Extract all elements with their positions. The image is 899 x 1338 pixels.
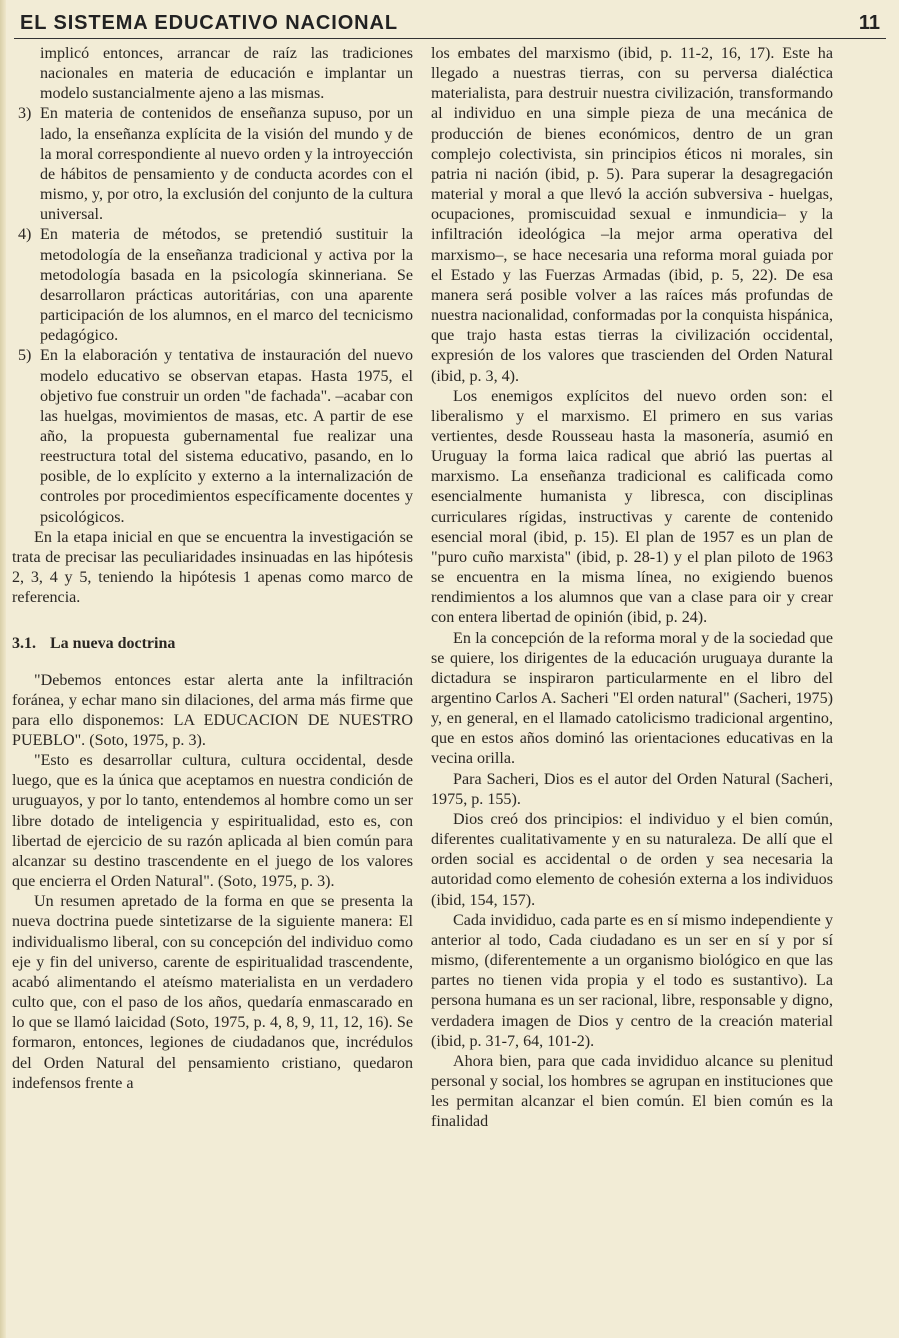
- paragraph-marxismo: los embates del marxismo (ibid, p. 11-2, 16, 17). Este ha llegado a nuestras tierras, con su perversa dialéctica materialista, para destruir nuestra civilización, transformando al individuo en una simple pieza de una mecánica de producción de bienes económicos, dentro de un gran complejo colectivista, sin principios éticos ni morales, sin patria ni nación (ibid, p. 5). Para superar la desagregación material y moral a que llevó la acción subversiva - huelgas, ocupaciones, promiscuidad sexual e inmundicia– y la infiltración ideológica –la mejor arma operativa del marxismo–, se hace necesaria una reforma moral guiada por el Estado y las Fuerzas Armadas (ibid, p. 5, 22). De esa manera será posible volver a las raíces más profundas de nuestra nacionalidad, conformadas por la conquista hispánica, que trajo hasta estas tierras la civilización occidental, expresión de los valores que trascienden del Orden Natural (ibid, p. 3, 4).: [431, 45, 833, 385]
- page-number: 11: [858, 12, 880, 34]
- list-text: En la elaboración y tentativa de instauración del nuevo modelo educativo se observan etapas. Hasta 1975, el objetivo fue construir un orden "de fachada". –acabar con las huelgas, movimientos de masas, etc. A partir de ese año, la propuesta gubernamental fue realizar una reestructura total del sistema educativo, pasando, en lo posible, de lo explícito y externo a la internalización de controles por procedimientos específicamente docentes y psicológicos.: [40, 347, 413, 526]
- paragraph-enemigos: Los enemigos explícitos del nuevo orden son: el liberalismo y el marxismo. El primero en sus varias vertientes, desde Rousseau hasta la masonería, asumió en Uruguay la forma laica radical que abrió las puertas al marxismo. La enseñanza tradicional es calificada como esencialmente humanista y libresca, con disciplinas curriculares rígidas, instructivas y carente de contenido esencial moral (ibid, p. 15). El plan de 1957 es un plan de "puro cuño marxista" (ibid, p. 28-1) y el plan piloto de 1963 se encuentra en la misma línea, no exigiendo buenos rendimientos a los alumnos que van a clase para oir y crear con entera libertad de opinión (ibid, p. 24).: [431, 387, 833, 627]
- list-item-4: [12, 225, 413, 346]
- quote-paragraph-2: "Esto es desarrollar cultura, cultura occidental, desde luego, que es la única que aceptamos en nuestra condición de uruguayos, y por lo tanto, entendemos al hombre como un ser libre dotado de inteligencia y espiritualidad, esto es, con libertad de ejercicio de su razón aplicada al bien común para alcanzar su destino trascendente en el juego de los valores que encierra el Orden Natural". (Soto, 1975, p. 3).: [12, 752, 413, 891]
- paragraph-individuo: Cada invididuo, cada parte es en sí mismo independiente y anterior al todo, Cada ciudadano es un ser en sí y por sí mismo, (diferentemente a un organismo biológico en que las partes no tienen vida propia y el todo es sustantivo). La persona humana es un ser racional, libre, responsable y digno, verdadera imagen de Dios y centro de la creación material (ibid, p. 31-7, 64, 101-2).: [431, 911, 833, 1050]
- paragraph-sacheri: Para Sacheri, Dios es el autor del Orden Natural (Sacheri, 1975, p. 155).: [431, 770, 833, 808]
- running-title: EL SISTEMA EDUCATIVO NACIONAL: [20, 12, 398, 34]
- list-number: 5): [18, 347, 32, 365]
- right-column: [431, 44, 833, 1132]
- continued-paragraph: implicó entonces, arrancar de raíz las tradiciones nacionales en materia de educación e implantar un modelo sustancialmente ajeno a las mismas.: [40, 45, 413, 103]
- list-item-3: [12, 104, 413, 225]
- paragraph-resumen: Un resumen apretado de la forma en que se presenta la nueva doctrina puede sintetizarse de la siguiente manera: El individualismo liberal, con su concepción del individuo como eje y fin del universo, carente de espiritualidad trascendente, acabó alimentando el ateísmo materialista en un verdadero culto que, con el paso de los años, quedaría enmascarado en lo que se llamó laicidad (Soto, 1975, p. 4, 8, 9, 11, 12, 16). Se formaron, entonces, legiones de ciudadanos que, incrédulos del Orden Natural del pensamiento cristiano, quedaron indefensos frente a: [12, 893, 413, 1092]
- list-number: 3): [18, 105, 32, 123]
- section-heading: [12, 634, 413, 654]
- list-text: En materia de métodos, se pretendió sustituir la metodología de la enseñanza tradicional y activa por la metodología basada en la psicología skinneriana. Se desarrollaron prácticas autoritárias, con una aparente participación de los alumnos, en el marco del tecnicismo pedagógico.: [40, 226, 413, 345]
- left-column: [12, 44, 413, 1094]
- list-number: 4): [18, 226, 32, 244]
- header-rule: [14, 38, 886, 39]
- quote-paragraph-1: "Debemos entonces estar alerta ante la infiltración foránea, y echar mano sin dilaciones, del arma más firme que para ello disponemos: LA EDUCACION DE NUESTRO PUEBLO". (Soto, 1975, p. 3).: [12, 671, 413, 749]
- section-title: La nueva doctrina: [50, 635, 176, 653]
- paragraph-bien-comun: Ahora bien, para que cada invididuo alcance su plenitud personal y social, los hombres se agrupan en instituciones que les permitan alcanzar el bien común. El bien común es la finalidad: [431, 1052, 833, 1131]
- paragraph-etapa: En la etapa inicial en que se encuentra la investigación se trata de precisar las peculiaridades insinuadas en las hipótesis 2, 3, 4 y 5, teniendo la hipótesis 1 apenas como marco de referencia.: [12, 528, 413, 607]
- list-item-5: [12, 346, 413, 527]
- running-header: [14, 8, 886, 38]
- paragraph-principios: Dios creó dos principios: el individuo y el bien común, diferentes cualitativamente y en su naturaleza. De allí que el orden social es accidental o de orden y sea necesaria la autoridad como elemento de cohesión externa a los individuos (ibid, 154, 157).: [431, 810, 833, 909]
- section-number: 3.1.: [12, 635, 36, 653]
- list-text: En materia de contenidos de enseñanza supuso, por un lado, la enseñanza explícita de la visión del mundo y de la moral correspondiente al nuevo orden y la introyección de hábitos de pensamiento y de conducta acordes con el mismo, y, por otro, la exclusión del conjunto de la cultura universal.: [40, 105, 413, 224]
- paragraph-concepcion: En la concepción de la reforma moral y de la sociedad que se quiere, los dirigentes de la educación uruguaya durante la dictadura se inspiraron particularmente en el libro del argentino Carlos A. Sacheri "El orden natural" (Sacheri, 1975) y, en general, en el llamado catolicismo tradicional argentino, que en estos años dominó las orientaciones educativas en la vecina orilla.: [431, 629, 833, 768]
- page-binding-edge: [0, 0, 6, 1338]
